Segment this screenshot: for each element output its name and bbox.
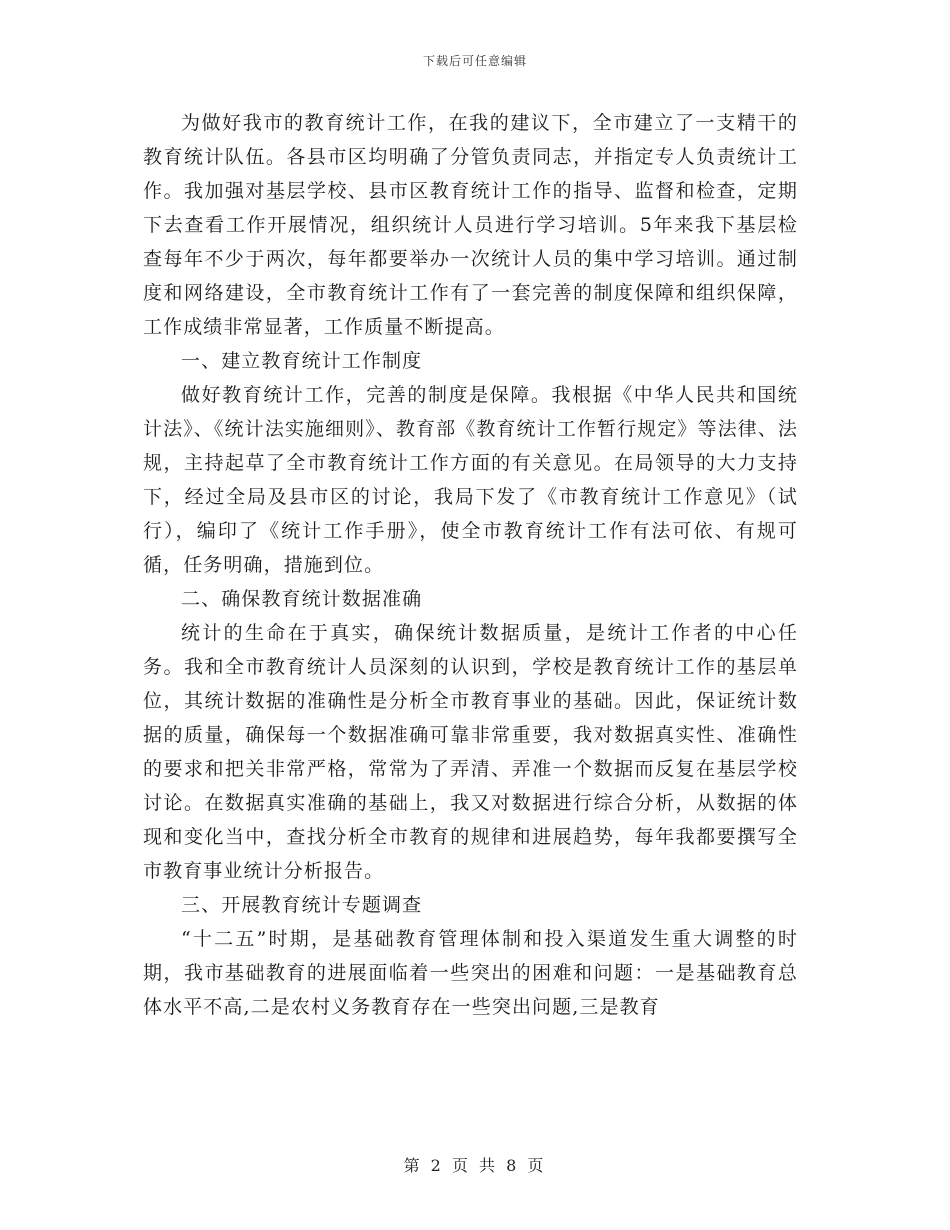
paragraph-section-3: “十二五”时期，是基础教育管理体制和投入渠道发生重大调整的时期，我市基础教育的进展面临着一些突出的困难和问题：一是基础教育总体水平不高,二是农村义务教育存在一些突出问题,三是教育 <box>143 928 798 1018</box>
section-heading-1: 一、建立教育统计工作制度 <box>181 350 423 372</box>
paragraph-section-1: 做好教育统计工作，完善的制度是保障。我根据《中华人民共和国统计法》、《统计法实施细则》、教育部《教育统计工作暂行规定》等法律、法规，主持起草了全市教育统计工作方面的有关意见。在局领导的大力支持下，经过全局及县市区的讨论，我局下发了《市教育统计工作意见》（试行），编印了《统计工作手册》，使全市教育统计工作有法可依、有规可循，任务明确，措施到位。 <box>143 384 798 576</box>
page-header: 下载后可任意编辑 <box>422 54 527 68</box>
paragraph-intro: 为做好我市的教育统计工作，在我的建议下，全市建立了一支精干的教育统计队伍。各县市区均明确了分管负责同志，并指定专人负责统计工作。我加强对基层学校、县市区教育统计工作的指导、监督和检查，定期下去查看工作开展情况，组织统计人员进行学习培训。5年来我下基层检查每年不少于两次，每年都要举办一次统计人员的集中学习培训。通过制度和网络建设，全市教育统计工作有了一套完善的制度保障和组织保障，工作成绩非常显著，工作质量不断提高。 <box>143 112 798 338</box>
paragraph-section-2: 统计的生命在于真实，确保统计数据质量，是统计工作者的中心任务。我和全市教育统计人员深刻的认识到，学校是教育统计工作的基层单位，其统计数据的准确性是分析全市教育事业的基础。因此，保证统计数据的质量，确保每一个数据准确可靠非常重要，我对数据真实性、准确性的要求和把关非常严格，常常为了弄清、弄准一个数据而反复在基层学校讨论。在数据真实准确的基础上，我又对数据进行综合分析，从数据的体现和变化当中，查找分析全市教育的规律和进展趋势，每年我都要撰写全市教育事业统计分析报告。 <box>143 622 798 882</box>
section-heading-2: 二、确保教育统计数据准确 <box>181 588 423 610</box>
page-number-footer: 第 2 页 共 8 页 <box>403 1156 547 1175</box>
section-heading-3: 三、开展教育统计专题调查 <box>181 894 423 916</box>
document-body <box>143 106 798 1024</box>
